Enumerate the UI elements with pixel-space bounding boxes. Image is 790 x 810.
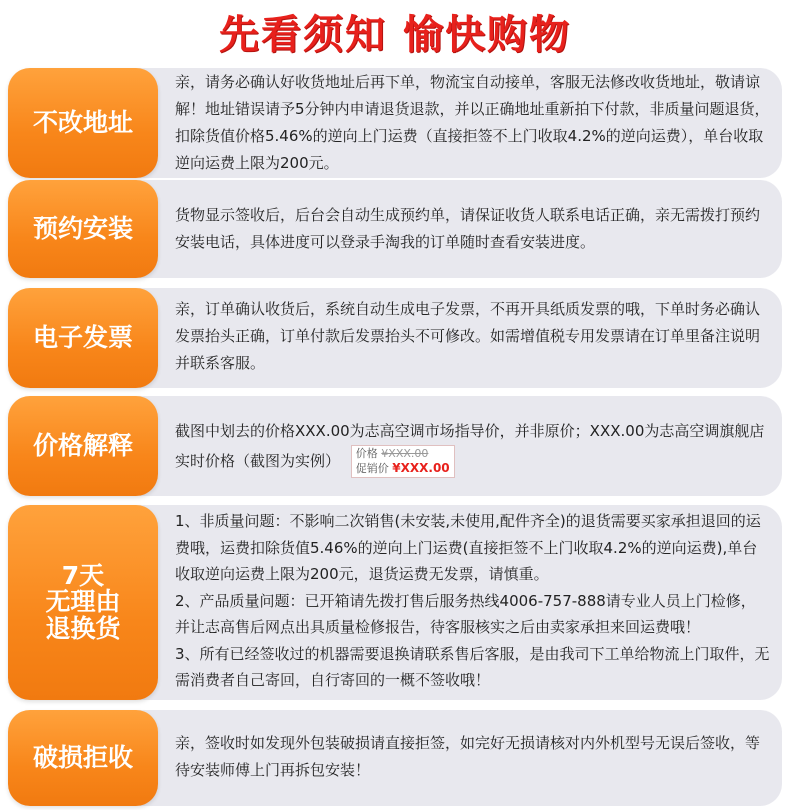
return-policy-item: 2、产品质量问题：已开箱请先拨打售后服务热线4006-757-888请专业人员上门检修，并让志高售后网点出具质量检修报告，待客服核实之后由卖家承担来回运费哦！	[175, 591, 756, 636]
notice-section-damage	[0, 710, 790, 806]
notice-tag-label: 预约安装	[32, 213, 133, 243]
notice-text: 截图中划去的价格XXX.00为志高空调市场指导价，并非原价；XXX.00为志高空调旗舰店实时价格（截图为实例）	[175, 422, 765, 470]
promo-price-line	[356, 461, 450, 476]
original-price-value: ¥XXX.00	[381, 447, 429, 460]
price-example	[351, 445, 455, 478]
promo-price-value: ¥XXX.00	[392, 461, 450, 475]
notice-tag	[8, 68, 158, 178]
notice-tag-label: 电子发票	[32, 322, 133, 352]
notice-tag	[8, 505, 158, 700]
notice-tag	[8, 710, 158, 806]
notice-text-block	[175, 508, 770, 694]
notice-section-address	[0, 68, 790, 178]
notice-text: 亲，订单确认收货后，系统自动生成电子发票，不再开具纸质发票的哦，下单时务必确认发票抬头正确，订单付款后发票抬头不可修改。如需增值税专用发票请在订单里备注说明并联系客服。	[175, 300, 761, 372]
notice-section-return	[0, 505, 790, 700]
original-price-label: 价格	[355, 447, 378, 460]
notice-tag	[8, 180, 158, 278]
notice-text: 亲，签收时如发现外包装破损请直接拒签，如完好无损请核对内外机型号无误后签收，等待安装师傅上门再拆包安装！	[175, 734, 761, 779]
notice-tag-label: 7天 无理由 退换货	[45, 561, 121, 643]
notice-text: 货物显示签收后，后台会自动生成预约单，请保证收货人联系电话正确，亲无需拨打预约安装电话，具体进度可以登录手淘我的订单随时查看安装进度。	[175, 206, 761, 251]
return-policy-item: 1、非质量问题：不影响二次销售(未安装,未使用,配件齐全)的退货需要买家承担退回的运费哦，运费扣除货值5.46%的逆向上门运费(直接拒签不上门收取4.2%的逆向运费),单台收取逆向运费上限为200元，退货运费无发票，请慎重。	[175, 512, 761, 583]
notice-text: 亲，请务必确认好收货地址后再下单，物流宝自动接单，客服无法修改收货地址，敬请谅解！地址错误请予5分钟内申请退货退款，并以正确地址重新拍下付款，非质量问题退货，扣除货值价格5.46%的逆向上门运费（直接拒签不上门收取4.2%的逆向运费），单台收取逆向运费上限为200元。	[175, 73, 770, 172]
page-title: 先看须知 愉快购物	[219, 11, 571, 58]
notice-section-install	[0, 180, 790, 278]
notice-tag-label: 不改地址	[32, 107, 133, 137]
notice-section-price	[0, 396, 790, 496]
return-policy-item: 3、所有已经签收过的机器需要退换请联系售后客服，是由我司下工单给物流上门取件，无需消费者自己寄回，自行寄回的一概不签收哦！	[175, 644, 770, 689]
notice-text-block	[175, 418, 770, 478]
notice-section-invoice	[0, 288, 790, 388]
promo-price-label: 促销价	[355, 462, 389, 475]
notice-tag-label: 价格解释	[32, 430, 133, 460]
notice-tag-label: 破损拒收	[32, 742, 133, 772]
notice-tag	[8, 396, 158, 496]
original-price-line	[356, 447, 450, 461]
header	[0, 0, 790, 62]
notice-tag	[8, 288, 158, 388]
